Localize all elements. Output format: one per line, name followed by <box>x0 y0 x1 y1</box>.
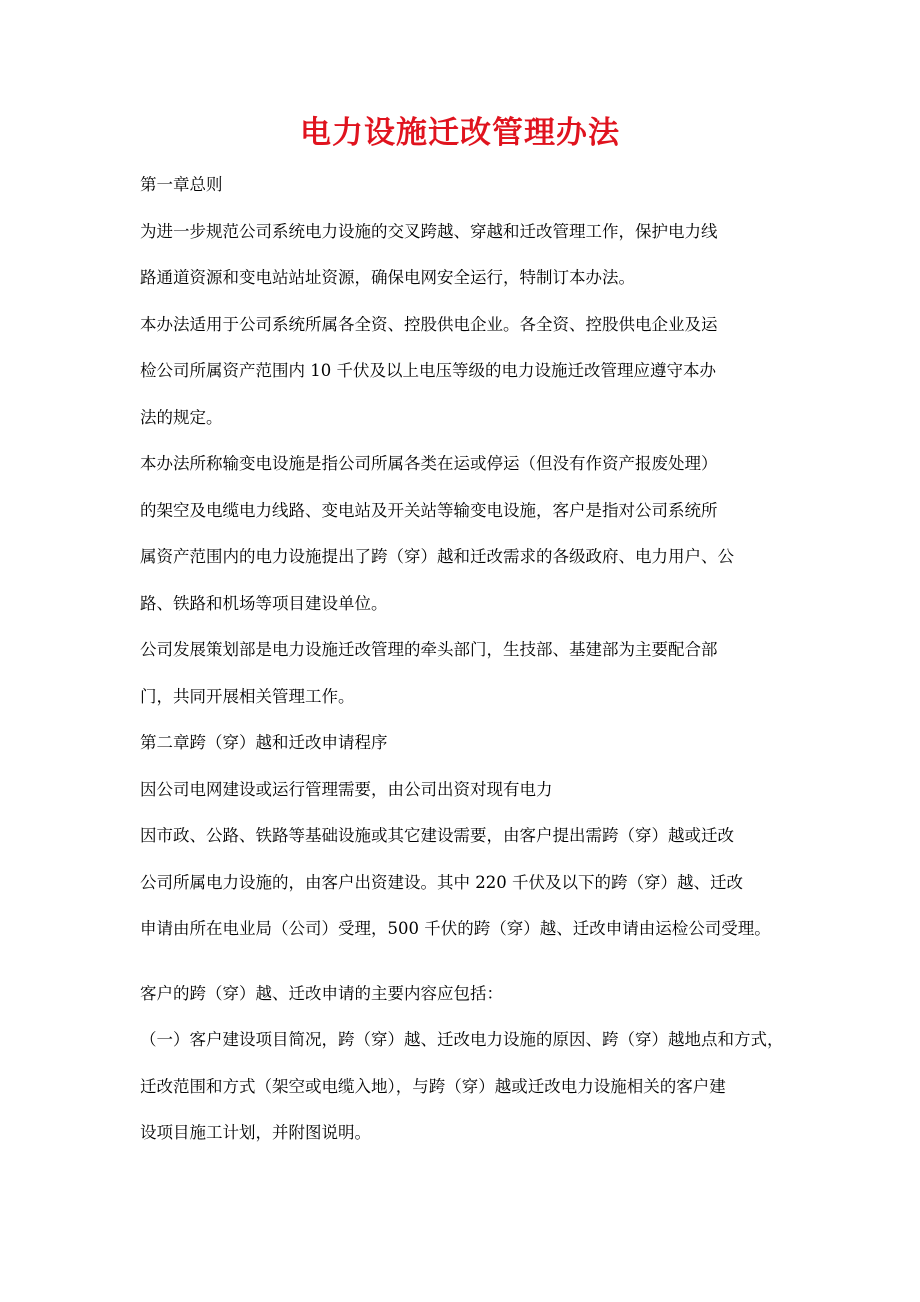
paragraph-line: 检公司所属资产范围内 10 千伏及以上电压等级的电力设施迁改管理应遵守本办 <box>140 361 716 380</box>
paragraph-line: 客户的跨（穿）越、迁改申请的主要内容应包括： <box>140 983 503 1003</box>
paragraph-line: 门，共同开展相关管理工作。 <box>140 686 355 706</box>
paragraph-gap <box>140 953 790 971</box>
paragraph-line: 迁改范围和方式（架空或电缆入地），与跨（穿）越或迁改电力设施相关的客户建 <box>140 1076 726 1096</box>
paragraph-line: 为进一步规范公司系统电力设施的交叉跨越、穿越和迁改管理工作，保护电力线 <box>140 221 718 241</box>
paragraph-line: 公司所属电力设施的，由客户出资建设。其中 220 千伏及以下的跨（穿）越、迁改 <box>140 872 743 892</box>
document-title: 电力设施迁改管理办法 <box>300 115 620 151</box>
paragraph-line: 法的规定。 <box>140 407 223 427</box>
paragraph-line: （一）客户建设项目简况，跨（穿）越、迁改电力设施的原因、跨（穿）越地点和方式， <box>140 1030 784 1049</box>
paragraph-line: 申请由所在电业局（公司）受理，500 千伏的跨（穿）越、迁改申请由运检公司受理。 <box>140 919 771 938</box>
chapter-heading: 第二章跨（穿）越和迁改申请程序 <box>140 733 388 752</box>
paragraph-line: 本办法所称输变电设施是指公司所属各类在运或停运（但没有作资产报废处理） <box>140 454 718 473</box>
paragraph-line: 因市政、公路、铁路等基础设施或其它建设需要，由客户提出需跨（穿）越或迁改 <box>140 826 734 845</box>
paragraph-line: 的架空及电缆电力线路、变电站及开关站等输变电设施，客户是指对公司系统所 <box>140 500 718 520</box>
paragraph-line: 本办法适用于公司系统所属各全资、控股供电企业。各全资、控股供电企业及运 <box>140 314 718 334</box>
chapter-heading: 第一章总则 <box>140 175 223 194</box>
paragraph-line: 设项目施工计划，并附图说明。 <box>140 1123 371 1142</box>
paragraph-line: 属资产范围内的电力设施提出了跨（穿）越和迁改需求的各级政府、电力用户、公 <box>140 547 734 566</box>
paragraph-line: 公司发展策划部是电力设施迁改管理的牵头部门，生技部、基建部为主要配合部 <box>140 640 718 659</box>
paragraph-line: 因公司电网建设或运行管理需要，由公司出资对现有电力 <box>140 779 553 799</box>
document-body <box>140 162 790 1157</box>
paragraph-line: 路、铁路和机场等项目建设单位。 <box>140 593 388 613</box>
paragraph-line: 路通道资源和变电站站址资源，确保电网安全运行，特制订本办法。 <box>140 268 635 287</box>
